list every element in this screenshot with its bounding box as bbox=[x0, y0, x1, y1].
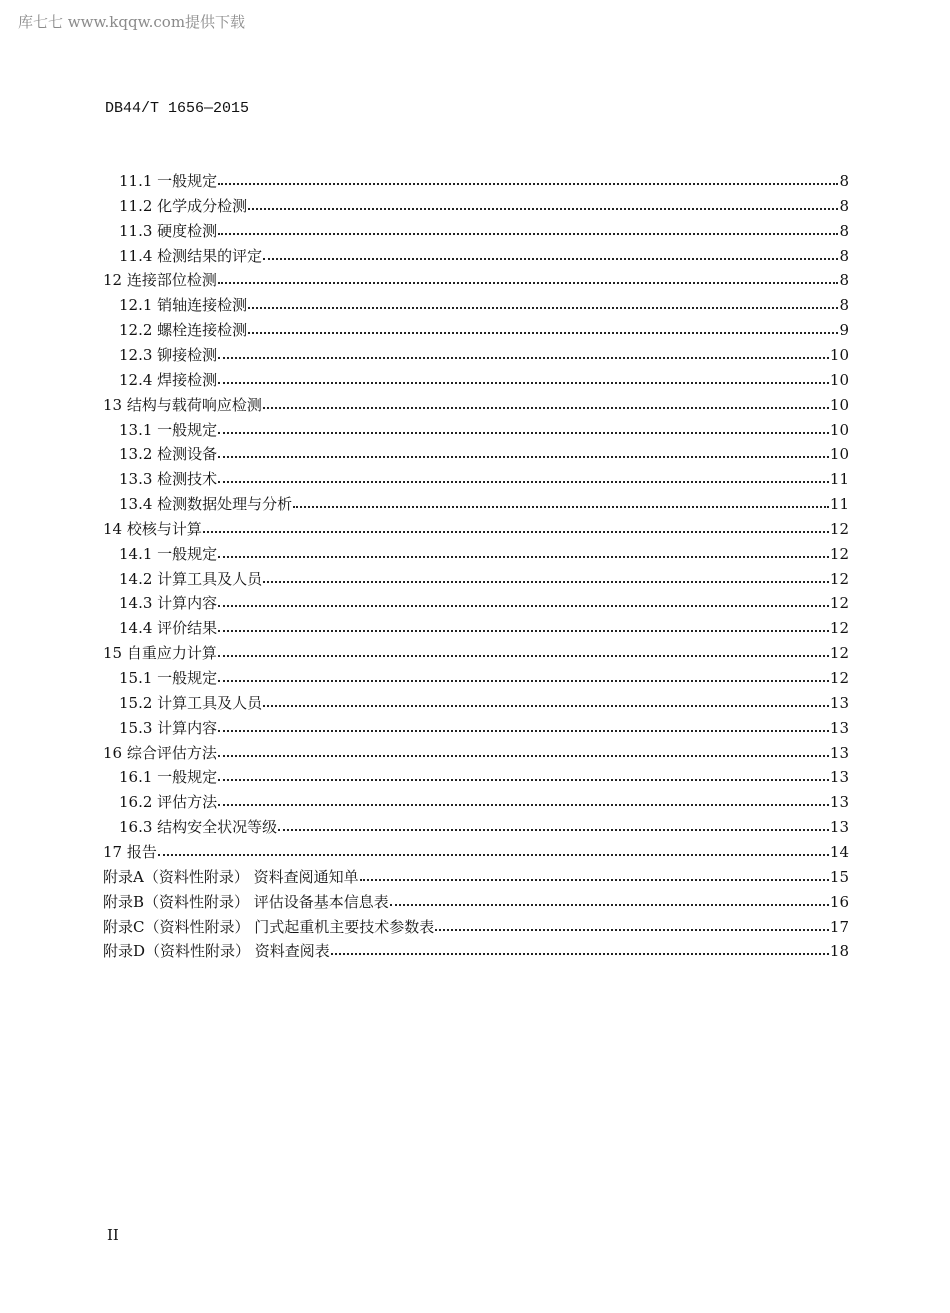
toc-leader-dots bbox=[278, 817, 829, 837]
toc-entry-page: 12 bbox=[829, 594, 849, 612]
toc-entry-page: 18 bbox=[829, 942, 849, 960]
toc-leader-dots bbox=[263, 246, 838, 266]
toc-entry[interactable] bbox=[119, 668, 849, 688]
toc-entry[interactable] bbox=[103, 941, 849, 961]
toc-entry-page: 10 bbox=[829, 371, 849, 389]
toc-entry-page: 13 bbox=[829, 818, 849, 836]
toc-leader-dots bbox=[248, 295, 838, 315]
toc-entry[interactable] bbox=[103, 917, 849, 937]
toc-leader-dots bbox=[218, 420, 829, 440]
toc-entry[interactable] bbox=[119, 618, 849, 638]
toc-leader-dots bbox=[390, 892, 829, 912]
toc-leader-dots bbox=[203, 519, 829, 539]
toc-entry-label: 14.3 计算内容 bbox=[119, 594, 218, 612]
toc-leader-dots bbox=[218, 221, 838, 241]
toc-entry-page: 8 bbox=[839, 172, 849, 190]
toc-entry-label: 16.2 评估方法 bbox=[119, 793, 218, 811]
toc-entry-page: 10 bbox=[829, 346, 849, 364]
toc-entry[interactable] bbox=[119, 693, 849, 713]
toc-entry-page: 8 bbox=[839, 271, 849, 289]
toc-entry[interactable] bbox=[119, 320, 849, 340]
toc-entry-page: 10 bbox=[829, 421, 849, 439]
toc-entry[interactable] bbox=[119, 718, 849, 738]
toc-entry-label: 12.3 铆接检测 bbox=[119, 346, 218, 364]
toc-entry-label: 13.2 检测设备 bbox=[119, 445, 218, 463]
toc-entry-label: 16.3 结构安全状况等级 bbox=[119, 818, 278, 836]
toc-leader-dots bbox=[218, 767, 829, 787]
toc-entry-page: 12 bbox=[829, 644, 849, 662]
toc-entry-page: 13 bbox=[829, 694, 849, 712]
toc-entry-label: 16 综合评估方法 bbox=[103, 744, 217, 762]
toc-entry-page: 8 bbox=[839, 247, 849, 265]
toc-entry[interactable] bbox=[119, 420, 849, 440]
toc-entry[interactable] bbox=[119, 196, 849, 216]
toc-leader-dots bbox=[218, 370, 829, 390]
toc-leader-dots bbox=[218, 792, 829, 812]
toc-entry-page: 10 bbox=[829, 445, 849, 463]
toc-entry[interactable] bbox=[103, 867, 849, 887]
toc-entry[interactable] bbox=[119, 444, 849, 464]
toc-entry-page: 13 bbox=[829, 719, 849, 737]
toc-leader-dots bbox=[218, 270, 839, 290]
toc-entry-label: 15 自重应力计算 bbox=[103, 644, 217, 662]
toc-entry[interactable] bbox=[119, 569, 849, 589]
toc-entry[interactable] bbox=[103, 519, 849, 539]
toc-entry-page: 14 bbox=[829, 843, 849, 861]
toc-leader-dots bbox=[218, 643, 829, 663]
toc-entry[interactable] bbox=[119, 221, 849, 241]
toc-entry-page: 13 bbox=[829, 768, 849, 786]
toc-leader-dots bbox=[331, 941, 829, 961]
toc-leader-dots bbox=[158, 842, 829, 862]
toc-leader-dots bbox=[248, 320, 838, 340]
toc-entry-label: 16.1 一般规定 bbox=[119, 768, 218, 786]
toc-entry[interactable] bbox=[103, 270, 849, 290]
toc-entry[interactable] bbox=[103, 892, 849, 912]
toc-entry-label: 12.1 销轴连接检测 bbox=[119, 296, 248, 314]
toc-entry[interactable] bbox=[119, 817, 849, 837]
toc-entry-label: 附录B（资料性附录） 评估设备基本信息表 bbox=[103, 893, 389, 911]
toc-entry-page: 10 bbox=[829, 396, 849, 414]
toc-entry-label: 13 结构与载荷响应检测 bbox=[103, 396, 262, 414]
toc-entry-label: 12.2 螺栓连接检测 bbox=[119, 321, 248, 339]
toc-entry-label: 11.4 检测结果的评定 bbox=[119, 247, 263, 265]
toc-entry[interactable] bbox=[103, 743, 849, 763]
toc-entry-page: 17 bbox=[829, 918, 849, 936]
page-number: II bbox=[107, 1226, 119, 1244]
toc-entry-label: 附录A（资料性附录） 资料查阅通知单 bbox=[103, 868, 359, 886]
toc-leader-dots bbox=[435, 917, 829, 937]
toc-leader-dots bbox=[218, 544, 829, 564]
toc-entry[interactable] bbox=[119, 469, 849, 489]
toc-leader-dots bbox=[360, 867, 829, 887]
toc-leader-dots bbox=[218, 345, 829, 365]
toc-leader-dots bbox=[218, 743, 829, 763]
toc-entry[interactable] bbox=[119, 345, 849, 365]
toc-leader-dots bbox=[218, 668, 829, 688]
toc-entry-page: 12 bbox=[829, 545, 849, 563]
toc-entry-page: 9 bbox=[839, 321, 849, 339]
toc-entry-label: 14.4 评价结果 bbox=[119, 619, 218, 637]
toc-entry-label: 14.2 计算工具及人员 bbox=[119, 570, 263, 588]
toc-entry-page: 15 bbox=[829, 868, 849, 886]
toc-entry[interactable] bbox=[119, 593, 849, 613]
toc-entry-page: 16 bbox=[829, 893, 849, 911]
toc-leader-dots bbox=[263, 395, 829, 415]
standard-code: DB44/T 1656—2015 bbox=[105, 100, 250, 117]
watermark-text: 库七七 www.kqqw.com提供下载 bbox=[18, 13, 246, 31]
toc-entry-label: 附录D（资料性附录） 资料查阅表 bbox=[103, 942, 330, 960]
toc-entry[interactable] bbox=[119, 792, 849, 812]
toc-entry-label: 13.3 检测技术 bbox=[119, 470, 218, 488]
toc-entry-page: 8 bbox=[839, 197, 849, 215]
toc-entry[interactable] bbox=[119, 246, 849, 266]
toc-entry-label: 11.1 一般规定 bbox=[119, 172, 218, 190]
toc-entry[interactable] bbox=[103, 395, 849, 415]
toc-entry[interactable] bbox=[119, 544, 849, 564]
toc-leader-dots bbox=[218, 469, 829, 489]
toc-entry-page: 11 bbox=[829, 495, 849, 513]
toc-entry[interactable] bbox=[103, 643, 849, 663]
toc-entry-label: 14 校核与计算 bbox=[103, 520, 202, 538]
toc-leader-dots bbox=[263, 693, 829, 713]
toc-leader-dots bbox=[218, 618, 829, 638]
toc-entry-page: 12 bbox=[829, 669, 849, 687]
toc-entry[interactable] bbox=[119, 494, 849, 514]
toc-entry-label: 11.2 化学成分检测 bbox=[119, 197, 248, 215]
toc-entry-label: 17 报告 bbox=[103, 843, 157, 861]
toc-entry-label: 12.4 焊接检测 bbox=[119, 371, 218, 389]
toc-entry-label: 15.3 计算内容 bbox=[119, 719, 218, 737]
toc-entry-label: 13.4 检测数据处理与分析 bbox=[119, 495, 293, 513]
toc-entry-label: 12 连接部位检测 bbox=[103, 271, 217, 289]
toc-leader-dots bbox=[263, 569, 829, 589]
toc-leader-dots bbox=[293, 494, 829, 514]
toc-leader-dots bbox=[218, 444, 829, 464]
toc-entry[interactable] bbox=[119, 767, 849, 787]
toc-entry-label: 15.1 一般规定 bbox=[119, 669, 218, 687]
toc-entry[interactable] bbox=[103, 842, 849, 862]
toc-entry-page: 13 bbox=[829, 744, 849, 762]
toc-entry-page: 12 bbox=[829, 619, 849, 637]
toc-entry-label: 13.1 一般规定 bbox=[119, 421, 218, 439]
toc-entry-page: 8 bbox=[839, 296, 849, 314]
toc-entry-page: 8 bbox=[839, 222, 849, 240]
toc-entry[interactable] bbox=[119, 171, 849, 191]
toc-entry-label: 14.1 一般规定 bbox=[119, 545, 218, 563]
toc-leader-dots bbox=[248, 196, 838, 216]
toc-leader-dots bbox=[218, 171, 838, 191]
toc-entry-label: 15.2 计算工具及人员 bbox=[119, 694, 263, 712]
toc-entry-page: 11 bbox=[829, 470, 849, 488]
toc-entry[interactable] bbox=[119, 370, 849, 390]
toc-entry-page: 13 bbox=[829, 793, 849, 811]
toc-leader-dots bbox=[218, 593, 829, 613]
toc-entry-page: 12 bbox=[829, 570, 849, 588]
toc-entry-label: 11.3 硬度检测 bbox=[119, 222, 218, 240]
toc-entry-label: 附录C（资料性附录） 门式起重机主要技术参数表 bbox=[103, 918, 435, 936]
toc-entry[interactable] bbox=[119, 295, 849, 315]
toc-entry-page: 12 bbox=[829, 520, 849, 538]
toc-leader-dots bbox=[218, 718, 829, 738]
